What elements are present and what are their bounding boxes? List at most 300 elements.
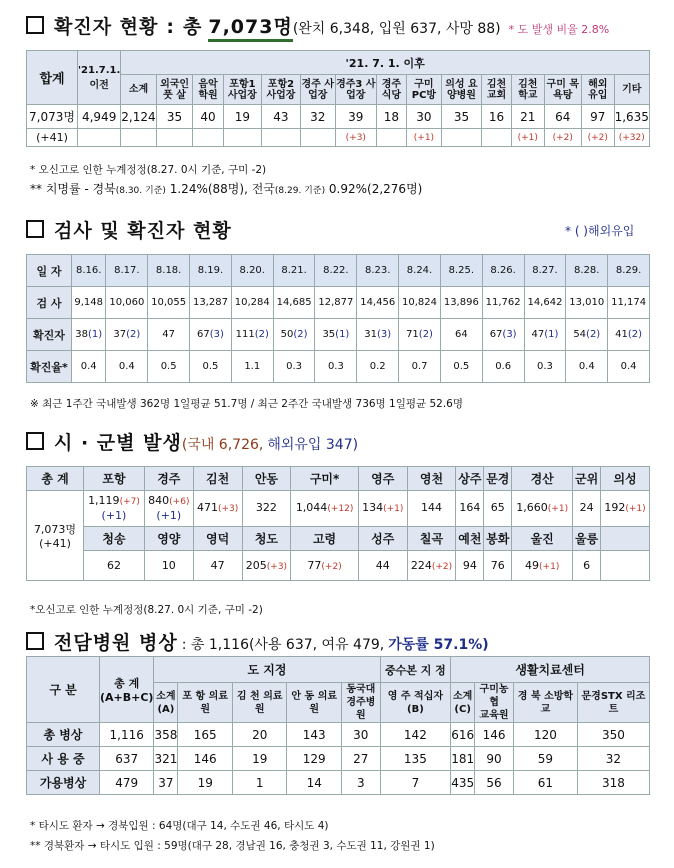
- date-cell: 8.22.: [315, 255, 357, 287]
- section3-title: [26, 428, 358, 455]
- checkbox-icon: [26, 220, 44, 238]
- total-count: 7,073명: [208, 12, 292, 42]
- region-value: [512, 491, 573, 527]
- date-cell: 8.20.: [231, 255, 273, 287]
- region-head: 김천: [193, 467, 242, 491]
- value: 164: [459, 501, 481, 514]
- cell-delta: [156, 129, 193, 147]
- domestic-count: (국내 6,726,: [181, 437, 264, 453]
- fatality-note: [30, 180, 422, 197]
- date-cell: 8.17.: [106, 255, 148, 287]
- total-label: 총 계: [27, 467, 84, 491]
- date-cell: 8.19.: [190, 255, 232, 287]
- region-value: [407, 491, 456, 527]
- date-cell: 8.28.: [566, 255, 608, 287]
- overseas-count: 해외유입 347): [267, 437, 359, 453]
- region-head: 포항: [84, 467, 145, 491]
- cell-delta: (+2): [544, 129, 581, 147]
- sub-head: 안 동 의료원: [287, 683, 342, 723]
- test-cell: 9,148: [72, 287, 106, 319]
- value: 65: [490, 501, 505, 514]
- bed-value: 120: [513, 723, 577, 747]
- case-count: 111: [235, 329, 255, 340]
- cell-delta: (+2): [582, 129, 615, 147]
- cell-value: 35: [441, 105, 481, 129]
- sub-head: 문경STX 리조트: [577, 683, 649, 723]
- case-cell: [566, 319, 608, 351]
- delta: (+3): [266, 562, 288, 572]
- overseas: (+1): [101, 509, 127, 522]
- value: 76: [490, 559, 505, 572]
- region-value: [291, 491, 359, 527]
- bed-value: 135: [380, 747, 451, 771]
- case-count: 35: [322, 329, 336, 340]
- testing-table: [26, 254, 650, 383]
- bed-value: 358: [154, 723, 178, 747]
- section-heading: 확진자 현황: [54, 16, 159, 38]
- case-cell: [357, 319, 399, 351]
- value: 205: [245, 559, 267, 572]
- value: 1,044: [295, 501, 328, 514]
- rate-cell: 0.6: [482, 351, 524, 383]
- region-head: 울진: [512, 527, 573, 551]
- region-value: [242, 491, 291, 527]
- col-head: 포항1 사업장: [223, 75, 262, 105]
- region-head: 경산: [512, 467, 573, 491]
- region-value: [601, 491, 650, 527]
- delta: (+7): [119, 497, 140, 507]
- cell-delta: [223, 129, 262, 147]
- region-value: [193, 551, 242, 581]
- cell-value: 32: [300, 105, 335, 129]
- region-value: [456, 491, 484, 527]
- region-head: 구미*: [291, 467, 359, 491]
- col-head: 경주3 사업장: [335, 75, 376, 105]
- cell-value: 2,124: [121, 105, 156, 129]
- region-value: [573, 491, 601, 527]
- row-label: 사 용 중: [27, 747, 100, 771]
- bed-value: 479: [100, 771, 154, 795]
- cell-value: 1,635: [614, 105, 650, 129]
- total-value: 7,073명: [33, 523, 77, 536]
- region-value: [456, 551, 484, 581]
- cell-delta: [376, 129, 406, 147]
- col-head: 음악 학원: [193, 75, 223, 105]
- overseas-count: (1): [335, 329, 350, 340]
- overseas: (+1): [156, 509, 182, 522]
- region-head: 청송: [84, 527, 145, 551]
- value: 44: [375, 559, 390, 572]
- case-cell: [231, 319, 273, 351]
- bed-value: 32: [577, 747, 649, 771]
- test-cell: 13,010: [566, 287, 608, 319]
- case-count: 37: [113, 329, 127, 340]
- bed-value: 20: [233, 723, 287, 747]
- bed-value: 14: [287, 771, 342, 795]
- date-cell: 8.16.: [72, 255, 106, 287]
- test-cell: 10,824: [399, 287, 441, 319]
- region-value: [144, 551, 193, 581]
- sub-head: 동국대 경주병원: [342, 683, 381, 723]
- delta: (+12): [327, 504, 354, 514]
- case-count: 64: [454, 329, 468, 340]
- region-value: [573, 551, 601, 581]
- value: 144: [421, 501, 443, 514]
- section-heading: 검사 및 확진자 현황: [54, 220, 232, 242]
- overseas-count: (2): [418, 329, 433, 340]
- test-cell: 10,055: [148, 287, 190, 319]
- bed-value: 321: [154, 747, 178, 771]
- weekly-note: ※ 최근 1주간 국내발생 362명 1일평균 51.7명 / 최근 2주간 국내발생 736명 1일평균 52.6명: [30, 398, 464, 410]
- region-value: [358, 491, 407, 527]
- checkbox-icon: [26, 432, 44, 450]
- delta: (+2): [321, 562, 342, 572]
- bed-value: 19: [233, 747, 287, 771]
- occupancy-rate: 가동률 57.1%): [388, 637, 489, 653]
- delta: (+1): [547, 504, 569, 514]
- region-head: 칠곡: [407, 527, 456, 551]
- case-cell: [315, 319, 357, 351]
- value: 77: [307, 559, 322, 572]
- cell-delta: (+1): [512, 129, 545, 147]
- case-cell: [72, 319, 106, 351]
- case-count: 71: [406, 329, 419, 340]
- value: 24: [579, 501, 594, 514]
- region-value: [84, 491, 145, 527]
- col-head: 의성 요양병원: [441, 75, 481, 105]
- col-head: 구미 목욕탕: [544, 75, 581, 105]
- cell-delta: (+32): [614, 129, 650, 147]
- test-cell: 11,174: [608, 287, 650, 319]
- date-cell: 8.27.: [524, 255, 566, 287]
- row-label: 일 자: [27, 255, 72, 287]
- bed-table: [26, 656, 650, 795]
- delta: (+1): [625, 504, 646, 514]
- value: 134: [362, 501, 384, 514]
- sub-head: 영 주 적십자(B): [380, 683, 451, 723]
- sub-head: 소계 (A): [154, 683, 178, 723]
- cell-value: 30: [406, 105, 441, 129]
- section2-title: [26, 216, 232, 243]
- checkbox-icon: [26, 632, 44, 650]
- cell-delta: [262, 129, 301, 147]
- cell-value: 35: [156, 105, 193, 129]
- case-cell: [399, 319, 441, 351]
- rate-cell: 0.3: [524, 351, 566, 383]
- bed-value: 616: [451, 723, 475, 747]
- bed-value: 3: [342, 771, 381, 795]
- region-note: *오신고로 인한 누계정정(8.27. 0시 기준, 구미 -2): [30, 604, 263, 616]
- cell-value: 43: [262, 105, 301, 129]
- cell-delta: [121, 129, 156, 147]
- test-cell: 13,896: [440, 287, 482, 319]
- row-label: 확진자: [27, 319, 72, 351]
- cell-delta: [300, 129, 335, 147]
- total-detail: (완치 6,348, 입원 637, 사망 88): [292, 21, 501, 37]
- value: 1,119: [88, 494, 120, 507]
- region-head: 경주: [144, 467, 193, 491]
- value: 840: [148, 494, 170, 507]
- col-head: 경주 사업장: [300, 75, 335, 105]
- fatality-label: ** 치명률 - 경북: [30, 182, 116, 196]
- case-count: 47: [162, 329, 175, 340]
- col-head: 기타: [614, 75, 650, 105]
- region-head: 고령: [291, 527, 359, 551]
- case-count: 38: [75, 329, 88, 340]
- total-label: 총: [183, 16, 203, 38]
- test-cell: 13,287: [190, 287, 232, 319]
- cell-delta: [481, 129, 511, 147]
- value: 47: [210, 559, 225, 572]
- region-head: 문경: [484, 467, 512, 491]
- test-cell: 14,456: [357, 287, 399, 319]
- bed-summary: : 총 1,116(사용 637, 여유 479,: [181, 637, 385, 653]
- checkbox-icon: [26, 16, 44, 34]
- region-value: [358, 551, 407, 581]
- col-head: 소계: [121, 75, 156, 105]
- section-heading: 전담병원 병상: [54, 632, 178, 654]
- value: 6: [583, 559, 591, 572]
- cell-value: 16: [481, 105, 511, 129]
- cell-value: 39: [335, 105, 376, 129]
- value: 192: [604, 501, 626, 514]
- cell-value: 19: [223, 105, 262, 129]
- case-count: 67: [197, 329, 210, 340]
- head-life: 생활치료센터: [451, 657, 650, 683]
- region-head: 영주: [358, 467, 407, 491]
- region-value: [144, 491, 193, 527]
- case-cell: [106, 319, 148, 351]
- bed-value: 1,116: [100, 723, 154, 747]
- region-table: [26, 466, 650, 581]
- overseas-count: (2): [126, 329, 141, 340]
- date-cell: 8.25.: [440, 255, 482, 287]
- region-head: 울릉: [573, 527, 601, 551]
- region-head: 영양: [144, 527, 193, 551]
- head-before: '21.7.1. 이전: [78, 51, 121, 105]
- note-correction: * 오신고로 인한 누계정정(8.27. 0시 기준, 구미 -2): [30, 164, 267, 176]
- value: 62: [106, 559, 121, 572]
- overseas-count: (3): [209, 329, 224, 340]
- overseas-count: (3): [502, 329, 517, 340]
- bed-value: 146: [475, 723, 514, 747]
- delta: (+2): [431, 562, 453, 572]
- total-cell: [27, 491, 84, 581]
- sub-head: 포 항 의료원: [178, 683, 233, 723]
- rate-cell: 0.5: [190, 351, 232, 383]
- sub-head: 소계 (C): [451, 683, 475, 723]
- overseas-count: (2): [586, 329, 601, 340]
- cell-delta: [441, 129, 481, 147]
- test-cell: 10,284: [231, 287, 273, 319]
- bed-value: 165: [178, 723, 233, 747]
- head-do: 도 지정: [154, 657, 380, 683]
- case-cell: [148, 319, 190, 351]
- row-label: 가용병상: [27, 771, 100, 795]
- bed-value: 30: [342, 723, 381, 747]
- region-head: 성주: [358, 527, 407, 551]
- head-total: 합계: [27, 51, 78, 105]
- ratio-note: * 도 발생 비율 2.8%: [508, 23, 610, 36]
- bed-value: 56: [475, 771, 514, 795]
- cell-value: 18: [376, 105, 406, 129]
- row-label: 총 병상: [27, 723, 100, 747]
- col-head: 외국인 풋 살: [156, 75, 193, 105]
- fatality-date2: (8.29. 기준): [274, 186, 326, 196]
- region-value: [84, 551, 145, 581]
- fatality-nat: 0.92%(2,276명): [328, 182, 423, 196]
- bed-value: 435: [451, 771, 475, 795]
- region-head: 청도: [242, 527, 291, 551]
- region-value: [193, 491, 242, 527]
- bed-value: 7: [380, 771, 451, 795]
- bed-value: 1: [233, 771, 287, 795]
- value: 224: [410, 559, 432, 572]
- overseas-note: * ( )해외유입: [565, 224, 635, 238]
- delta: (+3): [217, 504, 239, 514]
- date-cell: 8.24.: [399, 255, 441, 287]
- region-head: 영천: [407, 467, 456, 491]
- date-cell: 8.23.: [357, 255, 399, 287]
- bed-value: 350: [577, 723, 649, 747]
- case-count: 41: [615, 329, 628, 340]
- case-cell: [524, 319, 566, 351]
- delta: (+1): [539, 562, 560, 572]
- value: 94: [462, 559, 477, 572]
- case-count: 47: [531, 329, 545, 340]
- bed-value: 129: [287, 747, 342, 771]
- overseas-count: (3): [376, 329, 392, 340]
- cell-delta: (+3): [335, 129, 376, 147]
- case-cell: [608, 319, 650, 351]
- case-cell: [440, 319, 482, 351]
- region-head: 봉화: [484, 527, 512, 551]
- region-head: 상주: [456, 467, 484, 491]
- region-head: 안동: [242, 467, 291, 491]
- region-value: [407, 551, 456, 581]
- bed-value: 318: [577, 771, 649, 795]
- overseas-count: (2): [627, 329, 643, 340]
- overseas-count: (1): [544, 329, 559, 340]
- col-head: 해외 유입: [582, 75, 615, 105]
- bed-value: 181: [451, 747, 475, 771]
- rate-cell: 1.1: [231, 351, 273, 383]
- rate-cell: 0.3: [273, 351, 315, 383]
- cell-delta: (+1): [406, 129, 441, 147]
- case-count: 67: [489, 329, 503, 340]
- outbound-note: ** 경북환자 → 타시도 입원 : 59명(대구 28, 경남권 16, 충청권 3, 수도권 11, 강원권 1): [30, 840, 435, 852]
- rate-cell: 0.4: [608, 351, 650, 383]
- col-head: 구미 PC방: [406, 75, 441, 105]
- bed-value: 637: [100, 747, 154, 771]
- row-label: 확진율*: [27, 351, 72, 383]
- bed-value: 143: [287, 723, 342, 747]
- bed-value: 61: [513, 771, 577, 795]
- bed-value: 27: [342, 747, 381, 771]
- region-head: 군위: [573, 467, 601, 491]
- region-value: [512, 551, 573, 581]
- delta: (+1): [383, 504, 404, 514]
- col-head: 경주 식당: [376, 75, 406, 105]
- region-head: 예천: [456, 527, 484, 551]
- date-cell: 8.29.: [608, 255, 650, 287]
- col-head: 포항2 사업장: [262, 75, 301, 105]
- overseas-count: (2): [254, 329, 269, 340]
- date-cell: 8.21.: [273, 255, 315, 287]
- overseas-count: (1): [87, 329, 103, 340]
- head-gubun: 구 분: [27, 657, 100, 723]
- case-count: 54: [573, 329, 587, 340]
- total-value: 7,073명: [27, 105, 78, 129]
- sub-head: 구미농협 교육원: [475, 683, 514, 723]
- sub-head: 경 북 소방학교: [513, 683, 577, 723]
- bed-value: 146: [178, 747, 233, 771]
- empty-cell: [601, 527, 650, 551]
- rate-cell: 0.3: [315, 351, 357, 383]
- test-cell: 14,642: [524, 287, 566, 319]
- case-cell: [482, 319, 524, 351]
- date-cell: 8.26.: [482, 255, 524, 287]
- rate-cell: 0.7: [399, 351, 441, 383]
- value: 1,660: [516, 501, 548, 514]
- test-cell: 12,877: [315, 287, 357, 319]
- empty-cell: [601, 551, 650, 581]
- rate-cell: 0.4: [106, 351, 148, 383]
- rate-cell: 0.2: [357, 351, 399, 383]
- case-count: 50: [280, 329, 294, 340]
- head-mid: 중수본 지 정: [380, 657, 451, 683]
- region-head: 의성: [601, 467, 650, 491]
- confirmed-table: [26, 50, 650, 147]
- bed-value: 90: [475, 747, 514, 771]
- region-value: [242, 551, 291, 581]
- cell-value: 97: [582, 105, 615, 129]
- bed-value: 19: [178, 771, 233, 795]
- sub-head: 김 천 의료원: [233, 683, 287, 723]
- delta: (+6): [169, 497, 190, 507]
- case-cell: [190, 319, 232, 351]
- inbound-note: * 타시도 환자 → 경북입원 : 64명(대구 14, 수도권 46, 타시도 4): [30, 820, 329, 832]
- rate-cell: 0.5: [148, 351, 190, 383]
- rate-cell: 0.5: [440, 351, 482, 383]
- section4-title: [26, 628, 489, 655]
- head-total: 총 계 (A+B+C): [100, 657, 154, 723]
- test-cell: 10,060: [106, 287, 148, 319]
- col-head: 김천 교회: [481, 75, 511, 105]
- region-head: 영덕: [193, 527, 242, 551]
- value: 471: [196, 501, 218, 514]
- rate-cell: 0.4: [72, 351, 106, 383]
- before-delta: [78, 129, 121, 147]
- rate-cell: 0.4: [566, 351, 608, 383]
- bed-value: 142: [380, 723, 451, 747]
- test-cell: 11,762: [482, 287, 524, 319]
- bed-value: 37: [154, 771, 178, 795]
- overseas-count: (2): [293, 329, 308, 340]
- section-heading: 시 · 군별 발생: [54, 432, 182, 454]
- total-delta: (+41): [39, 537, 71, 550]
- colon: :: [166, 16, 175, 38]
- cell-value: 40: [193, 105, 223, 129]
- test-cell: 14,685: [273, 287, 315, 319]
- fatality-gb: 1.24%(88명), 전국: [169, 182, 275, 196]
- cell-value: 21: [512, 105, 545, 129]
- cell-delta: [193, 129, 223, 147]
- col-head: 김천 학교: [512, 75, 545, 105]
- row-label: 검 사: [27, 287, 72, 319]
- value: 49: [525, 559, 540, 572]
- fatality-date: (8.30. 기준): [115, 186, 166, 196]
